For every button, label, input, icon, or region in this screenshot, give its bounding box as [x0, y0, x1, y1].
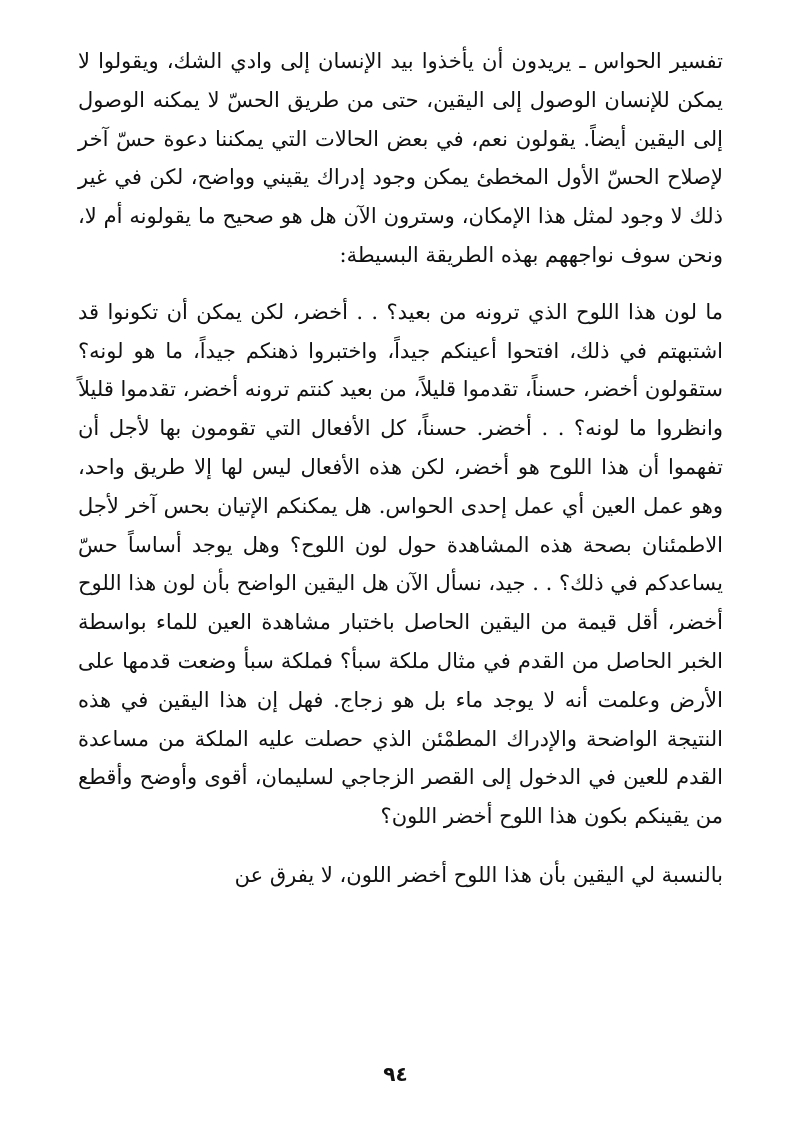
- paragraph: تفسير الحواس ـ يريدون أن يأخذوا بيد الإنسان إلى وادي الشك، ويقولوا لا يمكن للإنسان الوصول إلى اليقين، حتى من طريق الحسّ لا يمكنه الوصول إلى اليقين أيضاً. يقولون نعم، في بعض الحالات التي يمكننا دعوة حسّ آخر لإصلاح الحسّ الأول المخطئ يمكن وجود إدراك يقيني وواضح، لكن في غير ذلك لا وجود لمثل هذا الإمكان، وسترون الآن هل هو صحيح ما يقولونه أم لا، ونحن سوف نواجههم بهذه الطريقة البسيطة:: [78, 49, 723, 267]
- paragraph: ما لون هذا اللوح الذي ترونه من بعيد؟ . . أخضر، لكن يمكن أن تكونوا قد اشتبهتم في ذلك، افتحوا أعينكم جيداً، واختبروا ذهنكم جيداً، ما هو لونه؟ ستقولون أخضر، حسناً، تقدموا قليلاً، من بعيد كنتم ترونه أخضر، تقدموا قليلاً وانظروا ما لونه؟ . . أخضر. حسناً، كل الأفعال التي تقومون بها لأجل أن تفهموا أن هذا اللوح هو أخضر، لكن هذه الأفعال ليس لها إلا طريق واحد، وهو عمل العين أي عمل إحدى الحواس. هل يمكنكم الإتيان بحس آخر لأجل الاطمئنان بصحة هذه المشاهدة حول لون اللوح؟ وهل يوجد أساساً حسّ يساعدكم في ذلك؟ . . جيد، نسأل الآن هل اليقين الواضح بأن لون هذا اللوح أخضر، أقل قيمة من اليقين الحاصل باختبار مشاهدة العين للماء بواسطة الخبر الحاصل من القدم في مثال ملكة سبأ؟ فملكة سبأ وضعت قدمها على الأرض وعلمت أنه لا يوجد ماء بل هو زجاج. فهل إن هذا اليقين في هذه النتيجة الواضحة والإدراك المطمْئن الذي حصلت عليه الملكة من مساعدة القدم للعين في الدخول إلى القصر الزجاجي لسليمان، أقوى وأوضح وأقطع من يقينكم بكون هذا اللوح أخضر اللون؟: [78, 299, 723, 829]
- page-number: ٩٤: [383, 1062, 408, 1086]
- body-text: [78, 42, 723, 895]
- paragraph: بالنسبة لي اليقين بأن هذا اللوح أخضر اللون، لا يفرق عن: [234, 862, 723, 887]
